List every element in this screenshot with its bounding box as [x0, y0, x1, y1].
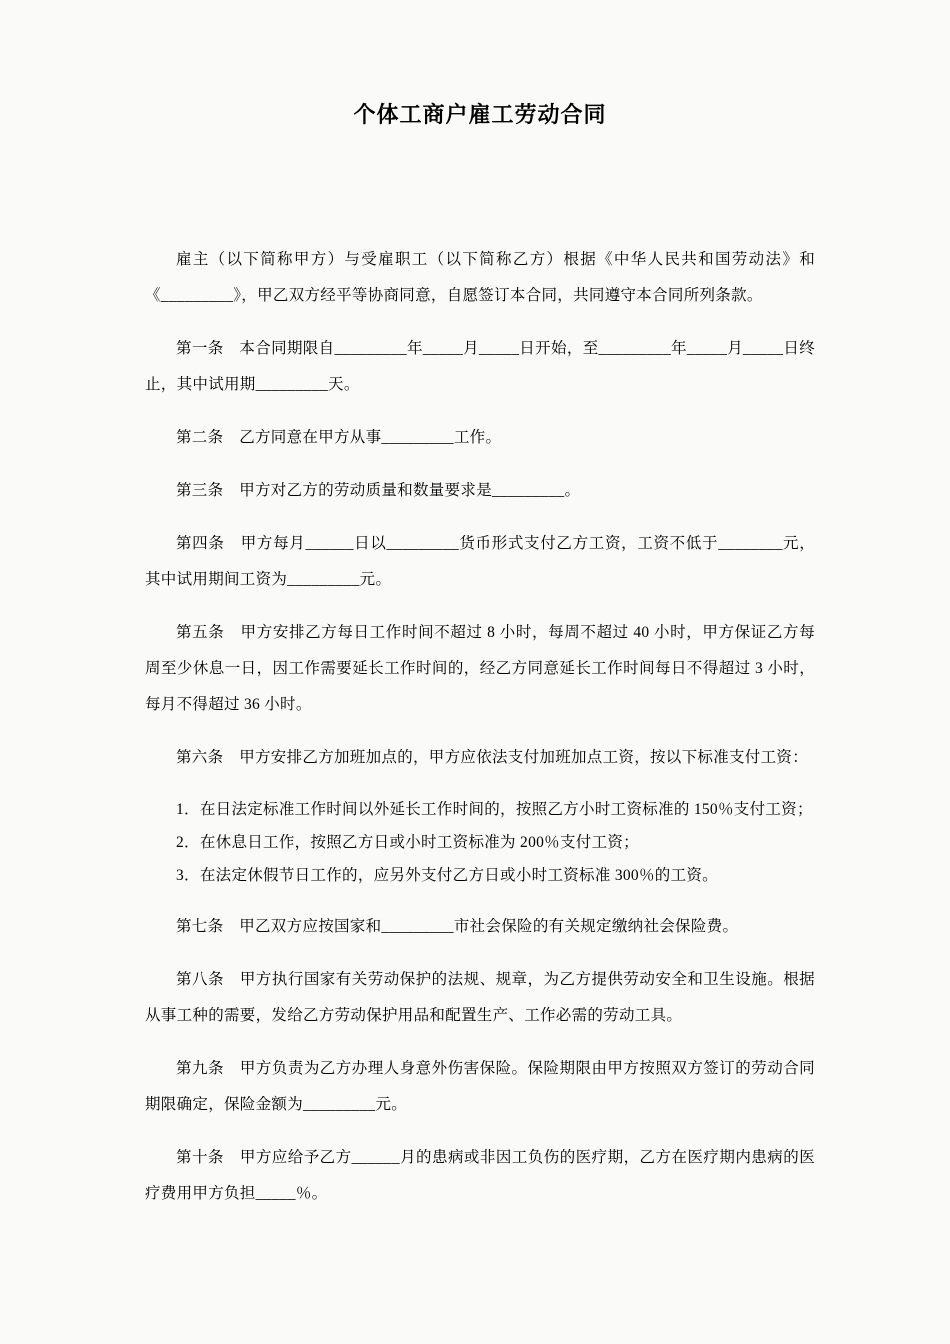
clause-4: 第四条 甲方每月______日以_________货币形式支付乙方工资，工资不低于________元，其中试用期间工资为_________元。 — [145, 535, 815, 588]
clause-8: 第八条 甲方执行国家有关劳动保护的法规、规章，为乙方提供劳动安全和卫生设施。根据从事工种的需要，发给乙方劳动保护用品和配置生产、工作必需的劳动工具。 — [145, 971, 815, 1024]
clause-6: 第六条 甲方安排乙方加班加点的，甲方应依法支付加班加点工资，按以下标准支付工资： — [176, 749, 809, 766]
clause-6-item-3: 3．在法定休假节日工作的，应另外支付乙方日或小时工资标准 300％的工资。 — [176, 867, 718, 884]
clause-7: 第七条 甲乙双方应按国家和_________市社会保险的有关规定缴纳社会保险费。 — [176, 918, 739, 935]
clause-5: 第五条 甲方安排乙方每日工作时间不超过 8 小时，每周不超过 40 小时，甲方保证乙方每周至少休息一日，因工作需要延长工作时间的，经乙方同意延长工作时间每日不得超过 3 小时，每月不得超过 36 小时。 — [145, 624, 815, 713]
clause-9: 第九条 甲方负责为乙方办理人身意外伤害保险。保险期限由甲方按照双方签订的劳动合同期限确定，保险金额为_________元。 — [145, 1060, 815, 1113]
document-title: 个体工商户雇工劳动合同 — [353, 102, 607, 127]
clause-3: 第三条 甲方对乙方的劳动质量和数量要求是_________。 — [176, 482, 581, 499]
paragraph-preamble: 雇主（以下简称甲方）与受雇职工（以下简称乙方）根据《中华人民共和国劳动法》和《_________》，甲乙双方经平等协商同意，自愿签订本合同，共同遵守本合同所列条款。 — [145, 251, 815, 304]
clause-10: 第十条 甲方应给予乙方______月的患病或非因工负伤的医疗期，乙方在医疗期内患病的医疗费用甲方负担_____％。 — [145, 1149, 815, 1202]
clause-2: 第二条 乙方同意在甲方从事_________工作。 — [176, 429, 502, 446]
clause-1: 第一条 本合同期限自_________年_____月_____日开始，至_________年_____月_____日终止，其中试用期_________天。 — [145, 340, 815, 393]
clause-6-item-1: 1．在日法定标准工作时间以外延长工作时间的，按照乙方小时工资标准的 150％支付工资； — [176, 801, 813, 818]
clause-6-item-2: 2．在休息日工作，按照乙方日或小时工资标准为 200％支付工资； — [176, 834, 639, 851]
